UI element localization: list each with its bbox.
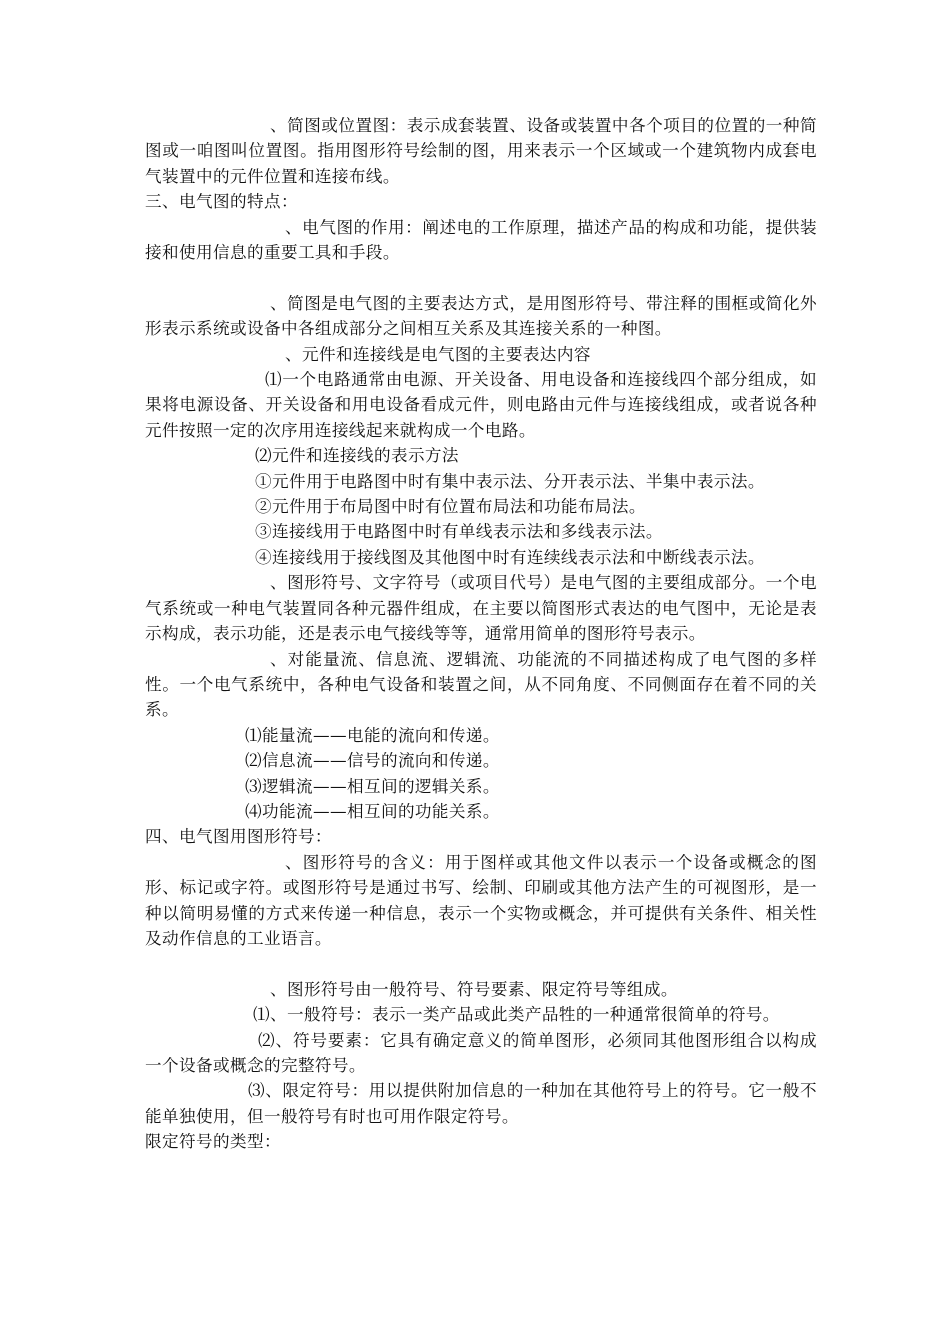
paragraph-qualifier-types: 限定符号的类型：: [145, 1132, 281, 1152]
paragraph-diagram-role: 、电气图的作用：阐述电的工作原理，描述产品的构成和功能，提供装接和使用信息的重要工具和手段。: [145, 217, 817, 263]
list-item-1: ①元件用于电路图中时有集中表示法、分开表示法、半集中表示法。: [255, 471, 765, 491]
section-heading-3: 三、电气图的特点：: [145, 192, 298, 212]
section-heading-4: 四、电气图用图形符号：: [145, 827, 332, 847]
paragraph-qualifying-symbol: ⑶、限定符号：用以提供附加信息的一种加在其他符号上的符号。它一般不能单独使用，但一般符号有时也可用作限定符号。: [145, 1081, 817, 1126]
paragraph-symbol-meaning: 、图形符号的含义：用于图样或其他文件以表示一个设备或概念的图形、标记或字符。或图形符号是通过书写、绘制、印刷或其他方法产生的可视图形，是一种以简明易懂的方式来传递一种信息，表示一个实物或概念，并可提供有关条件、相关性及动作信息的工业语言。: [145, 852, 817, 948]
blank-line: [145, 265, 817, 290]
blank-line: [145, 951, 817, 976]
paragraph-schematic: 、简图是电气图的主要表达方式，是用图形符号、带注释的围框或简化外形表示系统或设备中各组成部分之间相互关系及其连接关系的一种图。: [145, 293, 817, 339]
flow-item-1: ⑴能量流——电能的流向和传递。: [245, 725, 500, 745]
paragraph-representation-heading: ⑵元件和连接线的表示方法: [255, 446, 459, 466]
flow-item-2: ⑵信息流——信号的流向和传递。: [245, 751, 500, 771]
paragraph-location-diagram: 、简图或位置图：表示成套装置、设备或装置中各个项目的位置的一种简图或一咱图叫位置图。指用图形符号绘制的图，用来表示一个区域或一个建筑物内成套电气装置中的元件位置和连接布线。: [145, 116, 817, 186]
paragraph-symbol-element: ⑵、符号要素：它具有确定意义的简单图形，必须同其他图形组合以构成一个设备或概念的完整符号。: [145, 1030, 817, 1075]
paragraph-diversity: 、对能量流、信息流、逻辑流、功能流的不同描述构成了电气图的多样性。一个电气系统中，各种电气设备和装置之间，从不同角度、不同侧面存在着不同的关系。: [145, 649, 817, 720]
paragraph-general-symbol: ⑴、一般符号：表示一类产品或此类产品牲的一种通常很简单的符号。: [253, 1005, 780, 1025]
flow-item-3: ⑶逻辑流——相互间的逻辑关系。: [245, 776, 500, 796]
paragraph-symbol-composition: 、图形符号由一般符号、符号要素、限定符号等组成。: [270, 979, 678, 999]
list-item-2: ②元件用于布局图中时有位置布局法和功能布局法。: [255, 497, 646, 517]
list-item-4: ④连接线用于接线图及其他图中时有连续线表示法和中断线表示法。: [255, 547, 765, 567]
list-item-3: ③连接线用于电路图中时有单线表示法和多线表示法。: [255, 522, 663, 542]
document-page: [145, 113, 817, 1155]
paragraph-circuit-composition: ⑴一个电路通常由电源、开关设备、用电设备和连接线四个部分组成，如果将电源设备、开关设备和用电设备看成元件，则电路由元件与连接线组成，或者说各种元件按照一定的次序用连接线起来就构成一个电路。: [145, 370, 817, 440]
paragraph-components-heading: 、元件和连接线是电气图的主要表达内容: [285, 344, 591, 364]
paragraph-symbols: 、图形符号、文字符号（或项目代号）是电气图的主要组成部分。一个电气系统或一种电气装置同各种元器件组成，在主要以简图形式表达的电气图中，无论是表示构成，表示功能，还是表示电气接线等等，通常用简单的图形符号表示。: [145, 573, 817, 644]
flow-item-4: ⑷功能流——相互间的功能关系。: [245, 801, 500, 821]
